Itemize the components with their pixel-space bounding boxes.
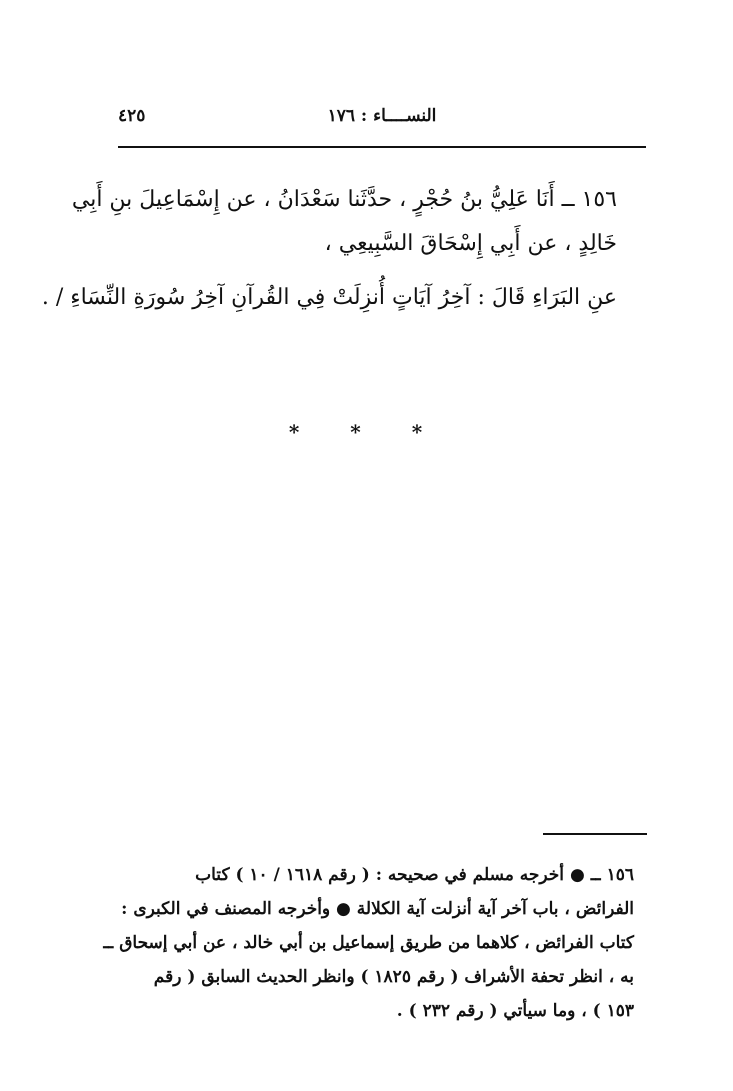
section-separator: * * * [288,420,445,444]
matn-paragraph [41,276,617,320]
footnote-line: ١٥٣ ) ، وما سيأتي ( رقم ٢٣٢ ) . [396,1001,634,1021]
footnote-line: الفرائض ، باب آخر آية أنزلت آية الكلالة ● وأخرجه المصنف في الكبرى : [121,899,634,919]
header-title: النســــاء : ١٧٦ [327,106,437,126]
text-line: عنِ البَرَاءِ قَالَ : آخِرُ آيَاتٍ أُنزِلَتْ فِي القُرآنِ آخِرُ سُورَةِ النِّسَاءِ / . [41,285,617,310]
footnote-rule [543,833,647,835]
footnote-line: به ، انظر تحفة الأشراف ( رقم ١٨٢٥ ) وانظر الحديث السابق ( رقم [153,967,634,987]
text-line: ١٥٦ ــ أَنَا عَلِيُّ بنُ حُجْرٍ ، حدَّثَنا سَعْدَانُ ، عن إِسْمَاعِيلَ بنِ أَبِي [71,187,617,212]
header-rule [118,146,646,148]
running-header [118,100,646,140]
footnote [103,858,634,1028]
hadith-text [41,178,617,320]
footnote-line: كتاب الفرائض ، كلاهما من طريق إسماعيل بن أبي خالد ، عن أبي إسحاق ــ [103,933,634,953]
footnote-line: ١٥٦ ــ ● أخرجه مسلم في صحيحه : ( رقم ١٦١٨ / ١٠ ) كتاب [195,865,634,885]
isnad-paragraph [71,178,617,266]
page-number: ٤٢٥ [118,106,146,126]
text-line: خَالِدٍ ، عن أَبِي إِسْحَاقَ السَّبِيعِي ، [324,231,617,256]
